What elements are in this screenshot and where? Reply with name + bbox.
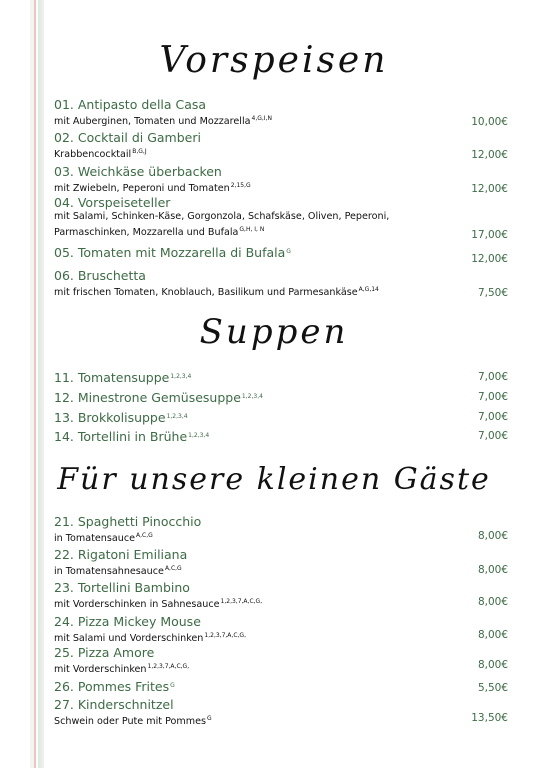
allergen-codes: G <box>206 715 212 722</box>
item-name: 25. Pizza Amore <box>54 645 155 660</box>
item-name: 02. Cocktail di Gamberi <box>54 130 201 145</box>
item-name: 05. Tomaten mit Mozzarella di Bufala$^G$ <box>54 245 291 260</box>
item-price: 8,00€ <box>477 659 508 671</box>
allergen-codes: 1,2,3,4 <box>170 373 192 380</box>
menu-item <box>54 645 508 676</box>
item-price: 12,00€ <box>471 183 508 195</box>
item-name: 11. Tomatensuppe$^{1,2,3,4}$ <box>54 370 192 385</box>
item-price: 12,00€ <box>471 253 508 265</box>
allergen-codes: 1,2,3,4 <box>166 413 188 420</box>
item-name: 23. Tortellini Bambino <box>54 580 190 595</box>
menu-item <box>54 580 508 611</box>
item-price: 8,00€ <box>477 564 508 576</box>
menu-item <box>54 614 508 645</box>
item-name: 22. Rigatoni Emiliana <box>54 547 188 562</box>
menu-item <box>54 130 508 161</box>
menu-item <box>54 428 508 444</box>
item-description: mit frischen Tomaten, Knoblauch, Basilikum und Parmesankäse$^{A,G,14}$ <box>54 286 379 298</box>
item-name: 06. Bruschetta <box>54 268 146 283</box>
allergen-codes: G <box>170 682 175 689</box>
item-description: mit Salami, Schinken-Käse, Gorgonzola, Schafskäse, Oliven, Peperoni, Parmaschinken, Mozzarella und Bufala$^{G,H, I, N}$ <box>54 211 390 238</box>
allergen-codes: G,H, I, N <box>239 226 265 233</box>
allergen-codes: 1,2,3,7,A,C,G, <box>220 598 263 605</box>
allergen-codes: B,G,J <box>132 148 147 155</box>
item-price: 17,00€ <box>471 229 508 241</box>
item-description: mit Vorderschinken in Sahnesauce$^{1,2,3,7,A,C,G,}$ <box>54 598 263 610</box>
allergen-codes: 2,15,G <box>230 182 251 189</box>
item-price: 7,00€ <box>477 411 508 423</box>
item-name: 12. Minestrone Gemüsesuppe$^{1,2,3,4}$ <box>54 390 263 405</box>
item-name: 13. Brokkolisuppe$^{1,2,3,4}$ <box>54 410 188 425</box>
menu-item <box>54 195 508 239</box>
item-price: 7,00€ <box>477 391 508 403</box>
item-price: 8,00€ <box>477 629 508 641</box>
item-price: 5,50€ <box>477 682 508 694</box>
item-description: mit Salami und Vorderschinken$^{1,2,3,7,A,C,G,}$ <box>54 632 246 644</box>
item-price: 8,00€ <box>477 530 508 542</box>
section-title-vorspeisen: Vorspeisen <box>159 40 389 81</box>
menu-item <box>54 97 508 128</box>
allergen-codes: A,C,G <box>164 565 182 572</box>
allergen-codes: G <box>286 248 291 255</box>
menu-item <box>54 547 508 578</box>
allergen-codes: 1,2,3,4 <box>241 393 263 400</box>
menu-item <box>54 268 508 299</box>
menu-item <box>54 389 508 405</box>
allergen-codes: A,G,14 <box>358 286 379 293</box>
menu-item <box>54 697 508 728</box>
item-name: 26. Pommes Frites$^G$ <box>54 679 175 694</box>
item-price: 7,00€ <box>477 371 508 383</box>
allergen-codes: 1,2,3,7,A,C,G, <box>147 663 190 670</box>
menu-item <box>54 164 508 195</box>
decorative-side-stripe <box>30 0 44 768</box>
allergen-codes: 1,2,3,4 <box>188 432 210 439</box>
menu-item <box>54 514 508 545</box>
item-description: mit Vorderschinken$^{1,2,3,7,A,C,G,}$ <box>54 663 190 675</box>
allergen-codes: A,C,G <box>136 532 153 539</box>
item-description: Krabbencocktail$^{B,G,J}$ <box>54 148 147 160</box>
item-name: 03. Weichkäse überbacken <box>54 164 222 179</box>
item-description: in Tomatensauce$^{A,C,G}$ <box>54 532 153 544</box>
item-description: Schwein oder Pute mit Pommes$^G$ <box>54 715 212 727</box>
item-price: 7,00€ <box>477 430 508 442</box>
menu-item <box>54 244 508 260</box>
item-price: 12,00€ <box>471 149 508 161</box>
item-name: 01. Antipasto della Casa <box>54 97 207 112</box>
menu-item <box>54 409 508 425</box>
item-description: in Tomatensahnesauce$^{A,C,G}$ <box>54 565 182 577</box>
item-description: mit Auberginen, Tomaten und Mozzarella$^{4,G,I,N}$ <box>54 115 272 127</box>
item-price: 8,00€ <box>477 596 508 608</box>
item-price: 13,50€ <box>471 712 508 724</box>
item-name: 14. Tortellini in Brühe$^{1,2,3,4}$ <box>54 429 210 444</box>
menu-item <box>54 678 508 694</box>
item-name: 21. Spaghetti Pinocchio <box>54 514 202 529</box>
item-description: mit Zwiebeln, Peperoni und Tomaten$^{2,15,G}$ <box>54 182 251 194</box>
item-name: 27. Kinderschnitzel <box>54 697 174 712</box>
section-title-suppen: Suppen <box>199 312 349 352</box>
item-name: 04. Vorspeiseteller <box>54 195 171 210</box>
allergen-codes: 4,G,I,N <box>251 115 272 122</box>
section-title-kinder: Für unsere kleinen Gäste <box>57 462 491 497</box>
item-price: 7,50€ <box>477 287 508 299</box>
allergen-codes: 1,2,3,7,A,C,G, <box>204 632 246 639</box>
item-name: 24. Pizza Mickey Mouse <box>54 614 201 629</box>
menu-item <box>54 369 508 385</box>
item-price: 10,00€ <box>471 116 508 128</box>
